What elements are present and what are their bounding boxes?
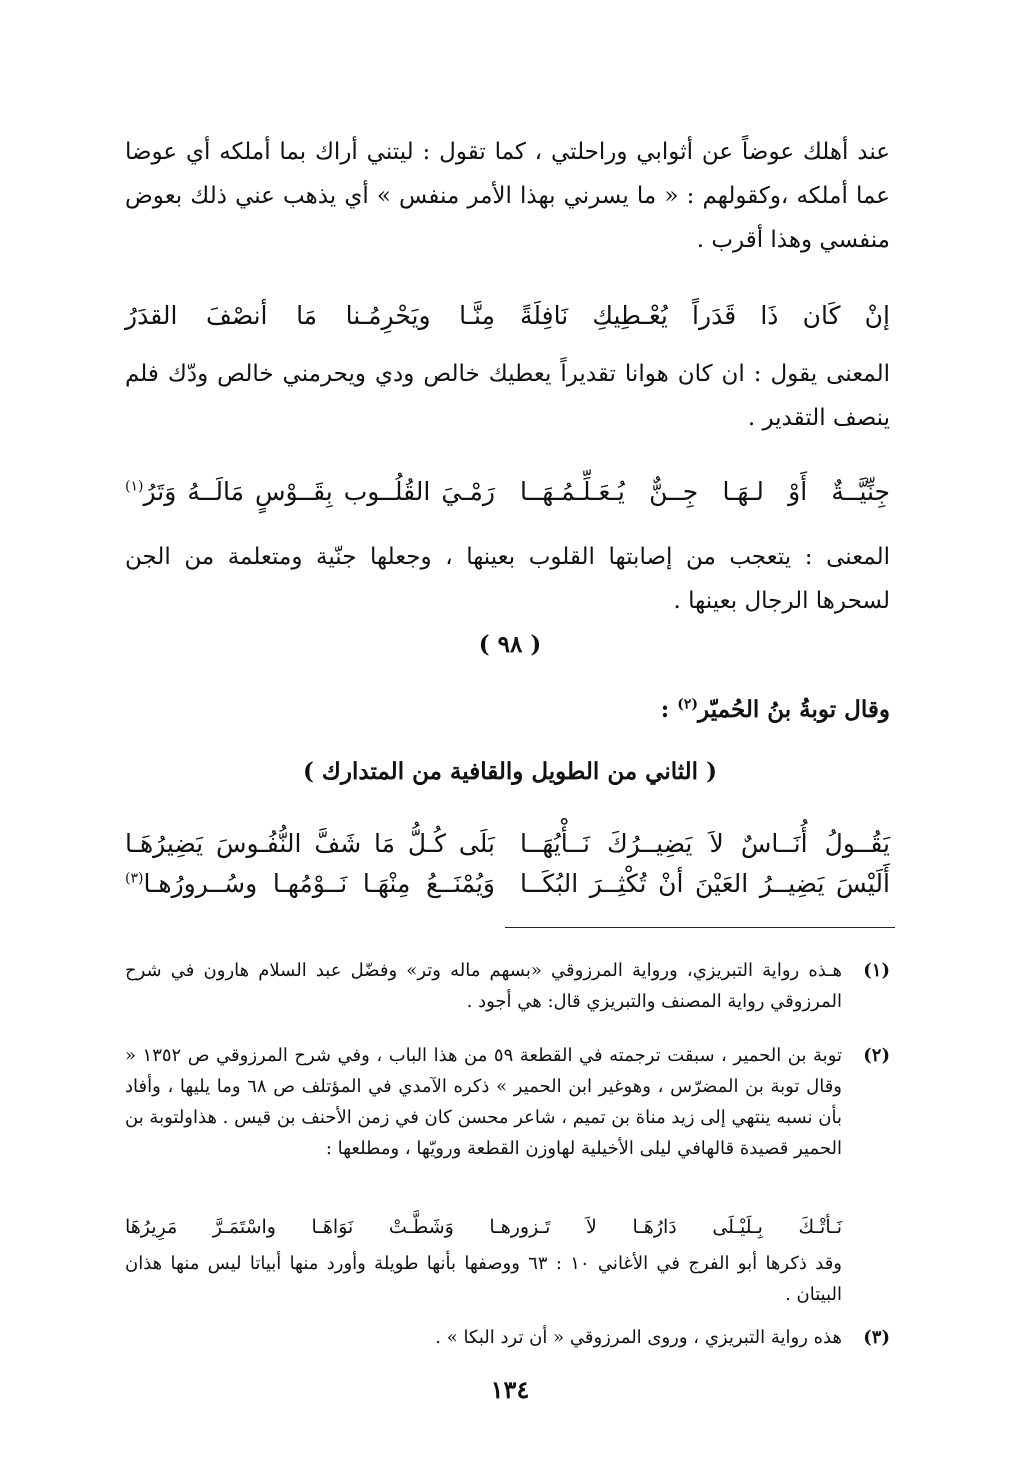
footnote-reference[interactable]: (٣) — [125, 870, 144, 887]
footnote-reference[interactable]: (١) — [125, 478, 144, 495]
meter-note: ( الثاني من الطويل والقافية من المتدارك ) — [303, 758, 717, 785]
footnote-2-continued — [125, 1248, 890, 1310]
footnote-separator — [505, 927, 895, 928]
verse-second-hemistich — [125, 858, 495, 910]
intro-text: وقال توبةُ بنُ الحُميّر — [698, 696, 890, 723]
verse-first-hemistich: يَقُــولُ أُنَــاسٌ لاَ يَضِيــرُكَ نَــأْيُهَــا — [520, 829, 890, 858]
footnote-number: (٢) — [863, 1045, 890, 1066]
footnote-1 — [125, 955, 890, 1017]
verse-text: وَيُمْنَــعُ مِنْهَـا نَــوْمُهـا وسُــرورُهـا — [143, 869, 495, 898]
poem-introduction — [125, 688, 890, 732]
verse-second-hemistich: بَلَى كُـلُّ مَا شَفَّ النُّفُـوسَ يَضِيرُهَـا — [125, 829, 495, 858]
verse-first-hemistich: إنْ كَان ذَا قَدَراً يُعْـطِيكِ نَافِلَةً — [520, 301, 890, 330]
footnote-reference[interactable]: (٢) — [677, 696, 699, 713]
footnote-number: (١) — [863, 960, 890, 981]
intro-colon: : — [660, 696, 678, 723]
commentary-paragraph: عند أهلك عوضاً عن أثوابي وراحلتي ، كما تقول : ليتني أراك بما أملكه أي عوضا عما أملكه ،وكقولهم : « ما يسرني بهذا الأمر منفس » أي يذهب عني ذلك بعوض منفسي وهذا أقرب . — [125, 139, 890, 253]
meaning-paragraph: المعنى : يتعجب من إصابتها القلوب بعينها ، وجعلها جنّية ومتعلمة من الجن لسحرها الرجال بعينها . — [125, 544, 890, 614]
meaning-paragraph: المعنى يقول : ان كان هوانا تقديراً يعطيك خالص ودي ويحرمني خالص ودّك فلم ينصف التقدير . — [125, 361, 890, 431]
footnote-number: (٣) — [863, 1327, 890, 1348]
verse-first-hemistich: أَلَيْسَ يَضِيــرُ العَيْنَ أنْ تُكْثِــرَ البُكَــا — [520, 869, 890, 898]
footnote-2 — [125, 1040, 890, 1164]
footnote-text: توبة بن الحمير ، سبقت ترجمته في القطعة ٥٩ من هذا الباب ، وفي شرح المرزوقي ص ١٣٥٢ « وقال توبة بن المضرّس ، وهوغير ابن الحمير » ذكره الآمدي في المؤتلف ص ٦٨ وما يليها ، وأفاد بأن نسبه ينتهي إلى زيد مناة بن تميم ، شاعر محسن كان في زمن الأحنف بن قيس . هذاولتوبة بن الحمير قصيدة قالهافي ليلى الأخيلية لهاوزن القطعة ورويّها ، ومطلعها : — [125, 1045, 842, 1159]
footnote-verse: نَـأتْـكَ بِـلَيْـلَى دَارُهَـا لاَ تَـزورهـا وَشَطَّـتْ نَوَاهَـا واسْتَمَـرَّ مَرِيرُهَا — [125, 1216, 842, 1238]
poem-verse — [125, 858, 890, 910]
verse-text: رَمْـيَ القُلُــوب بِقَــوْسٍ مَالَــهُ وَتَرُ — [143, 477, 495, 506]
page-number: ١٣٤ — [490, 1375, 530, 1404]
footnote-text: وقد ذكرها أبو الفرج في الأغاني ١٠ : ٦٣ ووصفها بأنها طويلة وأورد منها أبياتا ليس منها هذان البيتان . — [125, 1253, 842, 1305]
verse-second-hemistich — [125, 466, 495, 518]
footnote-text: هـذه رواية التبريزي، ورواية المرزوقي «بسهم ماله وتر» وفضّل عبد السلام هارون في شرح المرزوقي رواية المصنف والتبريزي قال: هي أجود . — [125, 960, 842, 1012]
poem-verse — [125, 466, 890, 518]
section-number: ( ٩٨ ) — [478, 631, 542, 658]
verse-second-hemistich: مِنَّـا ويَحْرِمُـنا مَا أنصْفَ القدَرُ — [125, 301, 495, 330]
verse-first-hemistich: جِنِّيَّــةٌ أَوْ لـهَـا جِــنٌّ يُـعَـلِّـمُـهَــا — [520, 477, 890, 506]
footnote-3 — [125, 1322, 890, 1353]
footnote-text: هذه رواية التبريزي ، وروى المرزوقي « أن ترد البكا » . — [435, 1327, 842, 1348]
poem-verse — [125, 290, 890, 342]
